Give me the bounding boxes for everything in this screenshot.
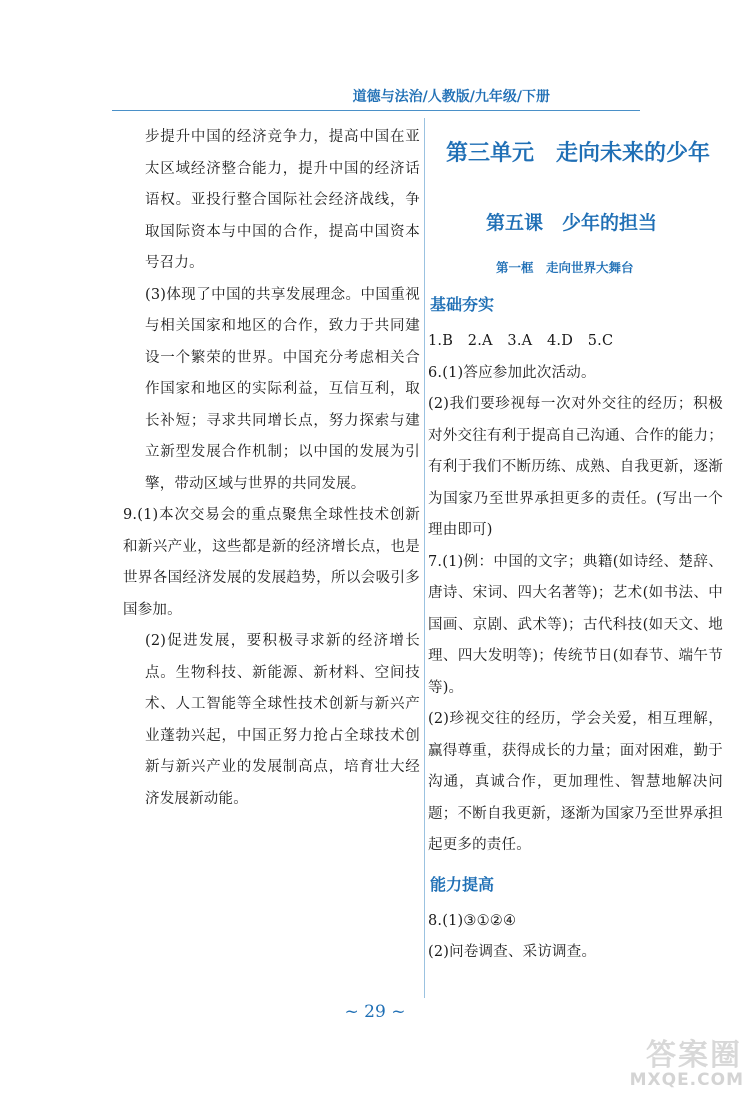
answer-paragraph: (2)珍视交往的经历，学会关爱，相互理解，赢得尊重，获得成长的力量；面对困难，勤于沟通，真诚合作，更加理性、智慧地解决问题；不断自我更新，逐渐为国家乃至世界承担起更多的责任。 — [428, 711, 723, 853]
answer-paragraph: (3)体现了中国的共享发展理念。中国重视与相关国家和地区的合作，致力于共同建设一个繁荣的世界。中国充分考虑相关合作国家和地区的实际利益，互信互利，取长补短；寻求共同增长点，努力探索与建立新型发展合作机制；以中国的发展为引擎，带动区域与世界的共同发展。 — [145, 286, 420, 492]
watermark — [600, 1030, 750, 1094]
right-column — [428, 136, 723, 969]
answer-paragraph: 1.B 2.A 3.A 4.D 5.C — [428, 333, 614, 349]
answer-paragraph: 6.(1)答应参加此次活动。 — [428, 364, 596, 381]
lesson-title: 第五课 少年的担当 — [486, 212, 658, 234]
answer-paragraph: 7.(1)例：中国的文字；典籍(如诗经、楚辞、唐诗、宋词、四大名著等)；艺术(如书法、中国画、京剧、武术等)；古代科技(如天文、地理、四大发明等)；传统节日(如春节、端午节等)。 — [428, 553, 723, 696]
answer-paragraph: (2)我们要珍视每一次对外交往的经历；积极对外交往有利于提高自己沟通、合作的能力；有利于我们不断历练、成熟、自我更新，逐渐为国家乃至世界承担更多的责任。(写出一个理由即可) — [428, 396, 723, 538]
running-header: 道德与法治/人教版/九年级/下册 — [352, 89, 550, 105]
watermark-logo: 答案圈 — [646, 1038, 742, 1073]
left-column — [123, 122, 420, 815]
answer-paragraph: 8.(1)③①②④ — [428, 912, 517, 929]
unit-title: 第三单元 走向未来的少年 — [446, 141, 711, 166]
column-divider — [424, 118, 425, 998]
page-number: ~ 29 ~ — [344, 1002, 406, 1022]
answer-paragraph: (2)问卷调查、采访调查。 — [428, 944, 597, 960]
section-title-advanced: 能力提高 — [430, 874, 495, 894]
header-rule — [112, 110, 640, 111]
answer-paragraph: (2)促进发展，要积极寻求新的经济增长点。生物科技、新能源、新材料、空间技术、人工智能等全球性技术创新与新兴产业蓬勃兴起，中国正努力抢占全球技术创新与新兴产业的发展制高点，培育壮大经济发展新动能。 — [145, 633, 420, 807]
answer-paragraph: 步提升中国的经济竞争力，提高中国在亚太区域经济整合能力，提升中国的经济话语权。亚投行整合国际社会经济战线，争取国际资本与中国的合作，提高中国资本号召力。 — [145, 129, 420, 271]
section-title-basic: 基础夯实 — [430, 295, 495, 314]
frame-title: 第一框 走向世界大舞台 — [496, 260, 634, 275]
answer-paragraph: 9.(1)本次交易会的重点聚焦全球性技术创新和新兴产业，这些都是新的经济增长点，也是世界各国经济发展的发展趋势，所以会吸引多国参加。 — [123, 507, 420, 618]
watermark-url: MXQE.COM — [629, 1070, 744, 1090]
